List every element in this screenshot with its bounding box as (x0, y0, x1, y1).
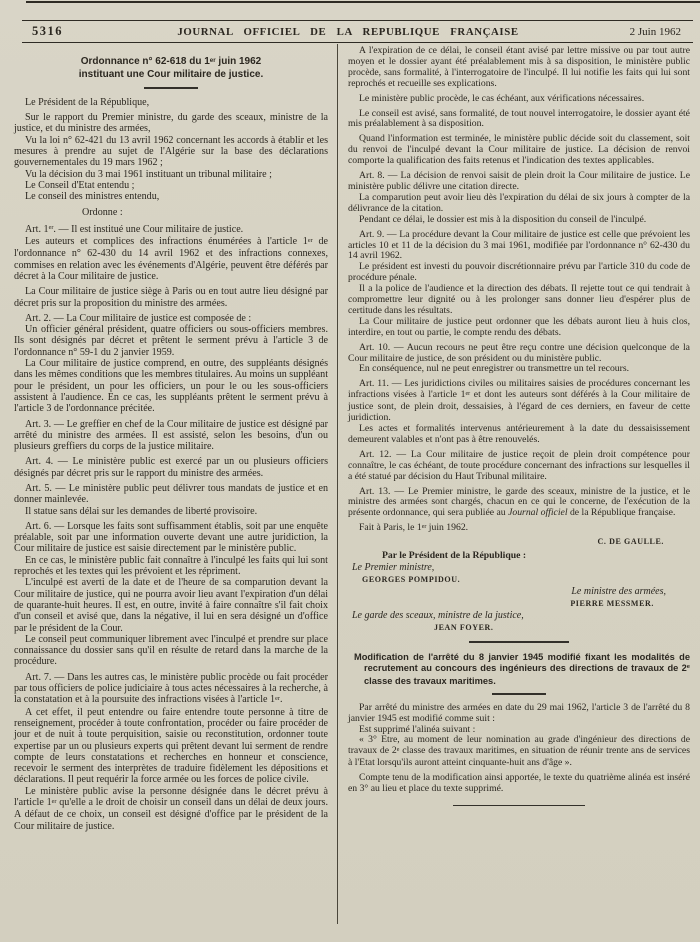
text-segment: En ce cas, le ministère public fait connaître à l'inculpé les faits qui lui sont reprochés et les textes qui les prévoient et les répriment. (14, 554, 328, 578)
text-segment: Art. 9. — La procédure devant la Cour militaire de justice est celle que prévoient les articles 10 et 11 de la décision du 3 mai 1961, modifiée par l'ordonnance n° 62-430 du 14 avril 1962. (348, 228, 690, 262)
text-segment: La Cour militaire de justice siège à Paris ou en tout autre lieu désigné par décret pris sur la proposition du ministre des armées. (14, 286, 328, 309)
title-rule (144, 87, 198, 89)
text-segment: instituant une Cour militaire de justice. (78, 69, 264, 80)
signature-de-gaulle (348, 537, 690, 548)
text-segment: Art. 11. — Les juridictions civiles ou militaires saisies de procédures concernant les infractions visées à l'article 1 (348, 378, 690, 401)
text-segment: er (48, 224, 54, 232)
text-segment: Compte tenu de la modification ainsi apportée, le texte du quatrième alinéa est inséré en 3° au lieu et place du texte supprimé. (348, 772, 690, 795)
paragraph (348, 424, 690, 446)
article-10 (348, 343, 690, 365)
text-segment: La Cour militaire de justice peut ordonner que les débats auront lieu à huis clos, interdire, en tout ou partie, le compte rendu des débats. (348, 315, 690, 338)
text-segment: e (686, 664, 690, 671)
page-header (22, 20, 693, 43)
page-number: 5316 (32, 24, 63, 38)
text-segment: Le Premier ministre, (352, 561, 435, 573)
ordinance-title-line2 (14, 69, 328, 81)
text-segment: JEAN FOYER. (434, 622, 494, 632)
paragraph (348, 284, 690, 317)
text-segment: Art. 6. — Lorsque les faits sont suffisamment établis, soit par une enquête préalable, soit par une information ouverte devant une autre juridiction, la Cour militaire de justice est saisie directement par le ministère public. (14, 520, 328, 555)
text-segment: Vu la décision du 3 mai 1961 instituant un tribunal militaire ; (25, 168, 272, 180)
journal-title: JOURNAL OFFICIEL DE LA REPUBLIQUE FRANÇAISE (177, 25, 519, 38)
text-segment: juin 1962. (426, 522, 469, 534)
text-segment: L'inculpé est averti de la date et de l'heure de sa comparution devant la Cour militaire de justice, qui ne pourra avoir lieu avant l'expiration d'un délai de quarante-huit heures. Il est, en outre, invité à faire connaître s'il fait choix d'un conseil et avisé que, dans la négative, il lui en sera désigné un d'office par le président de la Cour. (14, 577, 328, 634)
garde-des-sceaux-title (348, 611, 690, 622)
text-segment: er (307, 236, 313, 244)
text-segment: de l'ordonnance n° 62-430 du 14 avril 1962 et des infractions connexes, commises en relation avec les événements d'Algérie, peuvent être déférés par décret à la Cour militaire de justice. (14, 236, 328, 282)
paragraph (348, 193, 690, 215)
text-segment: Art. 1 (25, 223, 49, 235)
text-segment: La Cour militaire de justice comprend, en outre, des suppléants désignés dans les mêmes conditions que les membres titulaires. Au moins un suppléant pour le président, un pour les officiers, un pour le ou les sous-officiers assistent à l'audience. En ce cas, les suppléants prêtent le serment prévu à l'article 3 de l'ordonnance précitée. (14, 358, 328, 415)
text-segment: er (465, 390, 471, 397)
signature-messmer (348, 599, 690, 610)
text-segment: PIERRE MESSMER. (570, 598, 654, 608)
text-segment: En conséquence, nul ne peut enregistrer ou transmettre un tel recours. (359, 363, 630, 375)
text-segment: juin 1962 (215, 56, 262, 67)
paragraph (348, 215, 690, 226)
section-rule (469, 641, 569, 643)
text-segment: Art. 4. — Le ministère public est exercé par un ou plusieurs officiers désignés par décret pris sur le rapport du ministre des armées. (14, 456, 328, 479)
paragraph (348, 317, 690, 339)
paragraph (14, 555, 328, 578)
text-segment: Sur le rapport du Premier ministre, du garde des sceaux, ministre de la justice, et du ministre des armées, (14, 112, 328, 135)
text-segment: Le conseil est avisé, sans formalité, de tout nouvel interrogatoire, le dossier ayant été mis préalablement à sa disposition. (348, 107, 690, 130)
text-segment: . — Il est institué une Cour militaire de justice. (53, 223, 244, 235)
paragraph (348, 94, 690, 105)
text-segment: Art. 12. — La Cour militaire de justice reçoit de plein droit compétence pour connaître, le cas échéant, de toute procédure concernant des infractions sur lesquelles il a été statué par décision du Haut Tribunal militaire. (348, 448, 690, 482)
paragraph (14, 634, 328, 668)
paragraph (348, 735, 690, 769)
paragraph (14, 786, 328, 832)
text-segment: « 3° Etre, au moment de leur nomination au grade d'ingénieur des directions de travaux de 2 (348, 734, 690, 757)
text-segment: de la République française. (567, 507, 676, 519)
signature-foyer (348, 623, 690, 634)
text-segment: Art. 7. — Dans les autres cas, le ministère public procède ou fait procéder par tous officiers de police judiciaire à tous actes nécessaires à la recherche, à la constatation et à la poursuite des infractions visées à l'article 1 (14, 671, 328, 706)
text-segment: Un officier général président, quatre officiers ou sous-officiers membres. Ils sont désignés par décret et prêtent le serment prévu à l'article 3 de l'ordonnance n° 59-1 du 2 janvier 1959. (14, 324, 328, 358)
paragraph (348, 109, 690, 131)
paragraph (14, 324, 328, 358)
text-segment: Le ministère public procède, le cas échéant, aux vérifications nécessaires. (359, 92, 645, 104)
ministre-armees-title (348, 587, 690, 598)
text-segment: er (275, 694, 280, 702)
text-segment: Le conseil des ministres entendu, (25, 191, 160, 203)
text-segment: Quand l'information est terminée, le ministère public décide soit du classement, soit du renvoi de l'inculpé devant la Cour militaire de justice. La décision de renvoi comporte la qualification des faits retenus et l'indication des textes applicables. (348, 133, 690, 167)
paragraph (14, 358, 328, 414)
paragraph (14, 97, 328, 108)
paragraph (14, 180, 328, 191)
paragraph (348, 134, 690, 167)
text-segment: er (421, 523, 427, 530)
text-segment: Ordonne : (82, 207, 123, 219)
text-segment: e (396, 746, 400, 753)
text-segment: GEORGES POMPIDOU. (362, 574, 461, 584)
text-segment: Est supprimé l'alinéa suivant : (359, 723, 476, 735)
article-5 (14, 483, 328, 506)
text-segment: et dont les auteurs sont déférés à la Cour militaire de justice sont, de plein droit, dessaisies, à l'égard de ces derniers, en faveur de cette juridiction. (348, 389, 690, 424)
text-segment: Les auteurs et complices des infractions énumérées à l'article 1 (25, 236, 308, 248)
text-segment: A l'expiration de ce délai, le conseil étant avisé par lettre missive ou par tout autre moyen et le dossier ayant été préalablement mis à sa disposition, le ministère public procède, sans formalité, à l'interrogatoire de l'inculpé. Il lui notifie les faits qui lui sont reprochés et recueille ses explications. (348, 45, 690, 89)
paragraph (348, 703, 690, 725)
paragraph (14, 236, 328, 282)
article-3 (14, 419, 328, 453)
paragraph (14, 169, 328, 180)
text-segment: Par le Président de la République : (382, 550, 527, 562)
text-segment: Vu la loi n° 62-421 du 13 avril 1962 concernant les accords à établir et les mesures à prendre au sujet de l'Algérie sur la base des déclarations gouvernementales du 19 mars 1962 ; (14, 134, 328, 169)
right-column (338, 44, 692, 940)
text-segment: Art. 3. — Le greffier en chef de la Cour militaire de justice est désigné par arrêté du ministre des armées. Il est assisté, selon les besoins, d'un ou plusieurs greffiers du corps de la justice militaire. (14, 418, 328, 453)
text-segment: Il statue sans délai sur les demandes de liberté provisoire. (25, 505, 258, 517)
text-segment: C. DE GAULLE. (597, 537, 664, 547)
article-9 (348, 230, 690, 263)
text-segment: Par arrêté du ministre des armées en date du 29 mai 1962, l'article 3 de l'arrêté du 8 janvier 1945 est modifié comme suit : (348, 701, 690, 724)
article-13 (348, 487, 690, 520)
text-segment: . (279, 694, 283, 706)
two-column-body (10, 44, 692, 940)
article-11 (348, 379, 690, 424)
text-segment: Modification de l'arrêté du 8 janvier 1945 modifié fixant les modalités de recrutement au concours des ingénieurs des directions de travaux de 2 (354, 651, 690, 673)
text-segment: Fait à Paris, le 1 (359, 522, 422, 534)
text-segment: Art. 2. — La Cour militaire de justice est composée de : (25, 312, 252, 324)
paragraph (14, 707, 328, 786)
text-segment: Les actes et formalités intervenus antérieurement à la date du dessaisissement demeurent valables et n'ont pas à être renouvelés. (348, 423, 690, 445)
text-segment: Le président est investi du pouvoir discrétionnaire prévu par l'article 310 du code de procédure pénale. (348, 261, 690, 284)
text-segment: Le ministère public avise la personne désignée dans le décret prévu à l'article 1 (14, 785, 328, 809)
premier-ministre-title (348, 563, 690, 574)
article-6 (14, 521, 328, 555)
text-segment: Art. 13. — Le Premier ministre, le garde des sceaux, ministre de la justice, et le ministre des armées sont chargés, chacun en ce qui le concerne, de l'exécution de la présente ordonnance, qui sera publiée au (348, 485, 690, 519)
text-segment: Le Président de la République, (25, 96, 150, 108)
text-segment: er (209, 56, 216, 64)
text-segment: Art. 5. — Le ministère public peut délivrer tous mandats de justice et en donner mainlevée. (14, 483, 328, 506)
text-segment: A cet effet, il peut entendre ou faire entendre toute personne à titre de renseignement, procéder à toute confrontation, procéder ou faire procéder de jour et de nuit à toute perquisition, saisie ou reconstitution, ordonner toute expertise par un ou plusieurs experts qui prêtent devant lui serment de rendre compte de leurs constatations et recherches en honneur et conscience, recevoir le serment des interprètes de traduire fidèlement les dépositions et déclarations. Il peut requérir la force armée ou les forces de police civile. (14, 706, 328, 786)
heading-rule (492, 693, 546, 695)
paragraph (14, 506, 328, 517)
text-segment: Ordonnance n° 62-618 du 1 (80, 56, 210, 67)
paragraph (14, 577, 328, 633)
signature-pompidou (348, 575, 690, 586)
text-segment: Le garde des sceaux, ministre de la justice, (352, 609, 524, 621)
article-8 (348, 171, 690, 193)
text-segment: er (51, 797, 57, 805)
bottom-rule (453, 805, 585, 807)
fait-a-paris (348, 523, 690, 535)
text-segment: Le Conseil d'Etat entendu ; (25, 179, 135, 191)
text-segment: Le conseil peut communiquer librement avec l'inculpé et prendre sur place connaissance du dossier sans qu'il en résulte de retard dans la marche de la procédure. (14, 633, 328, 668)
article-4 (14, 456, 328, 479)
ordonne-line (14, 207, 328, 218)
paragraph (14, 135, 328, 169)
paragraph (14, 191, 328, 202)
issue-date: 2 Juin 1962 (629, 25, 681, 38)
text-segment: Art. 8. — La décision de renvoi saisit de plein droit la Cour militaire de justice. Le ministère public délivre une citation directe. (348, 170, 690, 192)
paragraph (14, 112, 328, 135)
text-segment: Il a la police de l'audience et la direction des débats. Il rejette tout ce qui tendrait à compromettre leur dignité ou à les prolonger sans donner lieu d'espérer plus de certitude dans les résultats. (348, 283, 690, 316)
text-segment: Art. 10. — Aucun recours ne peut être reçu contre une décision quelconque de la Cour militaire de justice, de son président ou du ministère public. (348, 341, 690, 364)
article-12 (348, 450, 690, 483)
text-segment: Le ministre des armées, (571, 585, 666, 597)
text-segment: classe des travaux maritimes, en situation de réunir trente ans de services à l'Etat lorsqu'ils auront atteint cinquante-huit ans d'âge ». (348, 745, 690, 769)
text-segment: qu'elle a le droit de choisir un conseil dans un délai de deux jours. A défaut de ce choix, un conseil est désigné d'office par le président de la Cour militaire de justice. (14, 797, 328, 832)
text-segment: Pendant ce délai, le dossier est mis à la disposition du conseil de l'inculpé. (359, 213, 647, 225)
paragraph (348, 262, 690, 284)
paragraph (348, 773, 690, 795)
paragraph (14, 286, 328, 309)
article-2 (14, 313, 328, 324)
text-segment: Journal officiel (508, 507, 568, 519)
page-top-edge-line (26, 1, 700, 3)
arrete-heading (348, 652, 690, 687)
left-column (10, 44, 337, 940)
par-le-president (348, 551, 690, 562)
article-7 (14, 672, 328, 707)
ordinance-title-line1 (14, 56, 328, 69)
paragraph (348, 46, 690, 90)
text-segment: La comparution peut avoir lieu dès l'expiration du délai de six jours à compter de la délivrance de la citation. (348, 191, 690, 214)
text-segment: classe des travaux maritimes. (364, 675, 496, 686)
paragraph (348, 364, 690, 375)
article-1 (14, 224, 328, 236)
